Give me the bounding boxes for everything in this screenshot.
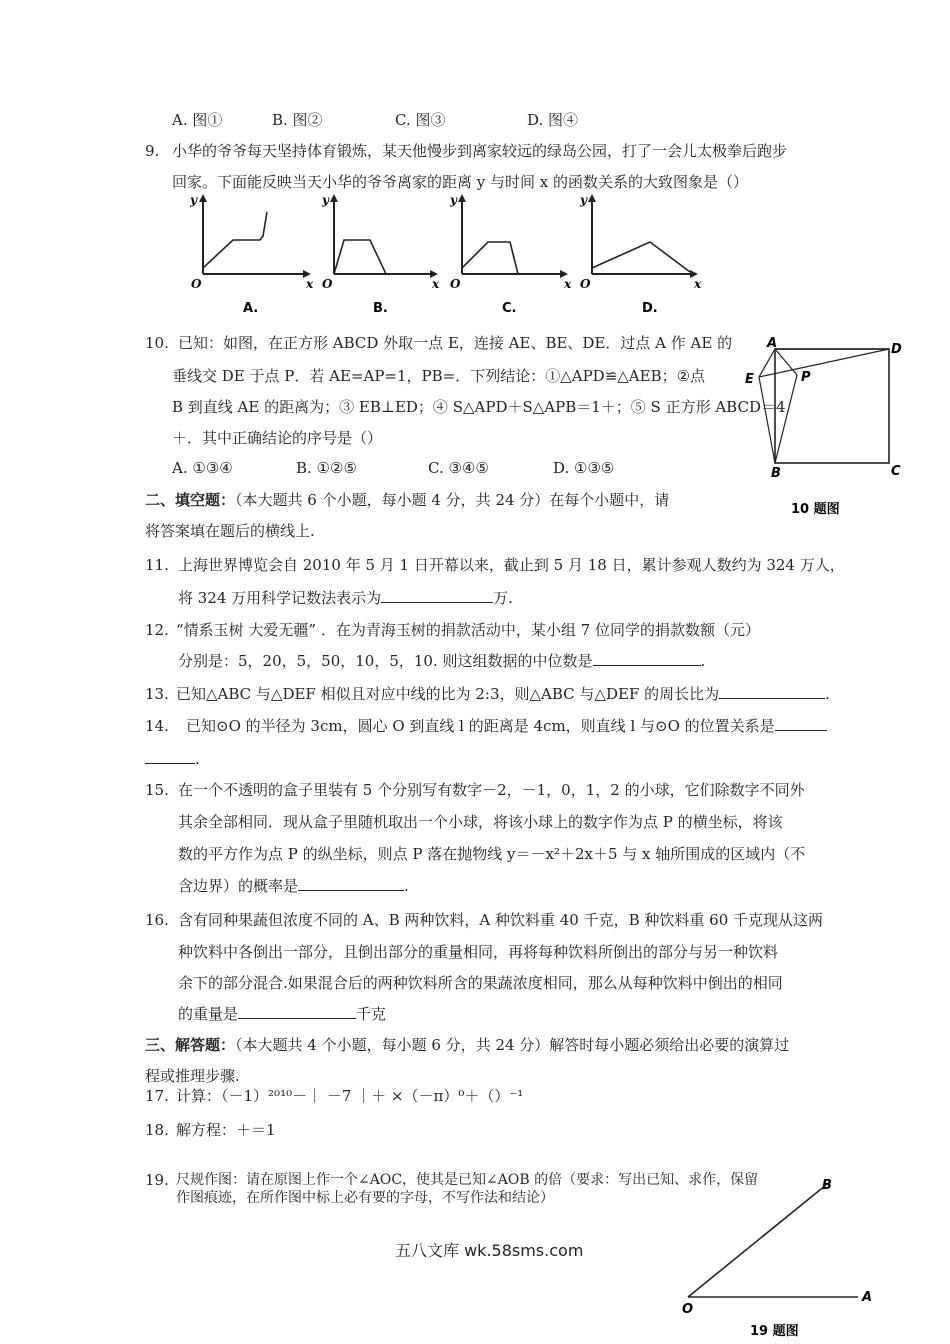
q13-answer-blank[interactable] xyxy=(719,684,825,699)
q9-graph-d-x-label: x xyxy=(694,277,702,291)
q11-line2-unit: 万. xyxy=(493,589,513,607)
q13-text: 已知△ABC 与△DEF 相似且对应中线的比为 2:3，则△ABC 与△DEF 的周长比为 xyxy=(176,685,720,703)
q10-option-b: B. ①②⑤ xyxy=(296,459,357,477)
q14-answer-blank-part2[interactable] xyxy=(145,749,195,764)
q13-line1 xyxy=(176,684,830,704)
q8-option-a: A. 图① xyxy=(172,111,223,129)
q17-text: 计算：（－1）²⁰¹⁰－｜ －7 ｜＋ ×（－π）⁰＋（）⁻¹ xyxy=(176,1087,524,1105)
q10-point-d: D xyxy=(891,342,902,357)
section2-line1 xyxy=(145,490,669,510)
q10-line4: ＋．其中正确结论的序号是（） xyxy=(172,429,383,447)
q15-line2: 其余全部相同．现从盒子里随机取出一个小球，将该小球上的数字作为点 P 的横坐标，将该 xyxy=(178,813,783,831)
q18-text: 解方程：＋＝1 xyxy=(176,1121,276,1139)
q12-line1: “情系玉树 大爱无疆” ．在为青海玉树的捐款活动中，某小组 7 位同学的捐款数额（元） xyxy=(176,621,760,639)
q15-answer-blank[interactable] xyxy=(298,876,404,891)
q11-line2 xyxy=(178,588,513,608)
q9-graph-c-y-label: y xyxy=(450,193,457,207)
q11-line1: 上海世界博览会自 2010 年 5 月 1 日开幕以来，截止到 5 月 18 日，累计参观人数约为 324 万人， xyxy=(178,556,845,574)
q16-line2: 种饮料中各倒出一部分，且倒出部分的重量相同，再将每种饮料所倒出的部分与另一种饮料 xyxy=(178,943,779,961)
q9-number: 9. xyxy=(145,142,160,160)
q9-graph-a xyxy=(185,192,314,317)
q9-graph-d xyxy=(578,192,708,317)
q10-number: 10. xyxy=(145,334,169,352)
q9-graph-b-label: B. xyxy=(373,301,388,316)
q10-point-e: E xyxy=(745,372,754,387)
q10-figure xyxy=(745,335,920,525)
q10-line3: B 到直线 AE 的距离为；③ EB⊥ED；④ S△APD＋S△APB＝1＋；⑤ S 正方形 ABCD＝4 xyxy=(172,398,786,416)
q19-line2: 作图痕迹，在所作图中标上必有要的字母，不写作法和结论） xyxy=(176,1190,554,1206)
q13-number: 13. xyxy=(145,685,169,703)
q9-graph-c-x-label: x xyxy=(564,277,572,291)
q14-number: 14. xyxy=(145,717,169,735)
q14-line1 xyxy=(186,716,827,736)
q16-unit: 千克 xyxy=(356,1005,387,1023)
q9-graph-a-origin: O xyxy=(191,277,202,291)
q16-line4 xyxy=(178,1004,386,1024)
q9-graph-a-x-label: x xyxy=(306,277,314,291)
section2-instructions: （本大题共 6 个小题，每小题 4 分，共 24 分）在每个小题中，请 xyxy=(235,491,670,509)
q14-answer-blank-part1[interactable] xyxy=(775,716,827,731)
q19-figure xyxy=(680,1175,880,1340)
q11-answer-blank[interactable] xyxy=(381,588,493,603)
q12-line2-text: 分别是：5，20，5，50，10，5，10. 则这组数据的中位数是 xyxy=(178,652,593,670)
q19-point-a: A xyxy=(862,1290,873,1305)
section3-instructions: （本大题共 4 个小题，每小题 6 分，共 24 分）解答时每小题必须给出必要的演算过 xyxy=(235,1036,790,1054)
q9-graph-c xyxy=(448,192,573,317)
section3-heading: 三、解答题： xyxy=(145,1036,236,1054)
q14-text: 已知⊙O 的半径为 3cm，圆心 O 到直线 l 的距离是 4cm，则直线 l 与⊙O 的位置关系是 xyxy=(186,717,775,735)
q9-graph-d-label: D. xyxy=(642,301,658,316)
q17-number: 17. xyxy=(145,1087,169,1105)
section3-line1 xyxy=(145,1035,789,1055)
q10-point-c: C xyxy=(891,464,901,479)
q8-option-c: C. 图③ xyxy=(395,111,446,129)
q9-graph-d-origin: O xyxy=(580,277,591,291)
q9-line2: 回家。下面能反映当天小华的爷爷离家的距离 y 与时间 x 的函数关系的大致图象是（） xyxy=(172,173,749,191)
q9-graph-b-x-label: x xyxy=(432,277,440,291)
section2-heading: 二、填空题： xyxy=(145,491,236,509)
q15-line1: 在一个不透明的盒子里装有 5 个分别写有数字－2，－1，0，1，2 的小球，它们除数字不同外 xyxy=(178,781,805,799)
q10-line1: 已知：如图，在正方形 ABCD 外取一点 E，连接 AE、BE、DE．过点 A 作 AE 的 xyxy=(178,334,733,352)
q10-point-p: P xyxy=(801,370,811,385)
q11-number: 11. xyxy=(145,556,169,574)
q15-line4-text: 含边界）的概率是 xyxy=(178,877,299,895)
q10-caption: 10 题图 xyxy=(791,502,840,517)
q9-graph-a-y-label: y xyxy=(190,193,197,207)
q12-answer-blank[interactable] xyxy=(593,651,701,666)
q19-caption: 19 题图 xyxy=(750,1324,799,1339)
q16-line3: 余下的部分混合.如果混合后的两种饮料所含的果蔬浓度相同，那么从每种饮料中倒出的相同 xyxy=(178,974,783,992)
q16-line1: 含有同种果蔬但浓度不同的 A、B 两种饮料，A 种饮料重 40 千克，B 种饮料重 60 千克现从这两 xyxy=(178,911,824,929)
q9-graph-c-origin: O xyxy=(450,277,461,291)
q10-option-a: A. ①③④ xyxy=(172,459,233,477)
q16-answer-blank[interactable] xyxy=(238,1004,356,1019)
q10-point-b: B xyxy=(771,466,781,481)
q8-option-b: B. 图② xyxy=(272,111,323,129)
q9-line1: 小华的爷爷每天坚持体育锻炼，某天他慢步到离家较远的绿岛公园，打了一会儿太极拳后跑步 xyxy=(172,142,788,160)
q14-line2 xyxy=(145,749,200,769)
q15-end: . xyxy=(404,877,409,895)
q8-option-d: D. 图④ xyxy=(527,111,579,129)
q12-number: 12. xyxy=(145,621,169,639)
q16-line4-text: 的重量是 xyxy=(178,1005,239,1023)
q9-graph-b-origin: O xyxy=(322,277,333,291)
q16-number: 16. xyxy=(145,911,169,929)
q19-line1: 尺规作图：请在原图上作一个∠AOC，使其是已知∠AOB 的倍（要求：写出已知、求作，保留 xyxy=(176,1172,759,1188)
q18-number: 18. xyxy=(145,1121,169,1139)
q10-option-c: C. ③④⑤ xyxy=(428,459,489,477)
q12-line2-end: . xyxy=(700,652,706,670)
q19-point-o: O xyxy=(682,1302,694,1317)
q9-graph-c-label: C. xyxy=(502,301,517,316)
q15-line3: 数的平方作为点 P 的纵坐标，则点 P 落在抛物线 y＝－x²＋2x＋5 与 x 轴所围成的区域内（不 xyxy=(178,845,806,863)
q9-graph-d-y-label: y xyxy=(580,193,587,207)
section2-line2: 将答案填在题后的横线上. xyxy=(145,522,315,540)
q14-end: . xyxy=(195,750,200,768)
q11-line2-text: 将 324 万用科学记数法表示为 xyxy=(178,589,382,607)
q10-point-a: A xyxy=(767,336,778,351)
q19-number: 19. xyxy=(145,1171,169,1189)
q9-graph-a-label: A. xyxy=(243,301,259,316)
q10-option-d: D. ①③⑤ xyxy=(553,459,615,477)
q19-point-b: B xyxy=(822,1178,832,1193)
footer-watermark: 五八文库 wk.58sms.com xyxy=(395,1241,584,1260)
q9-graph-b-y-label: y xyxy=(322,193,329,207)
q15-number: 15. xyxy=(145,781,169,799)
q9-graph-b xyxy=(318,192,438,317)
q13-end: . xyxy=(825,685,830,703)
q10-line2: 垂线交 DE 于点 P．若 AE=AP=1，PB=．下列结论：①△APD≌△AEB；②点 xyxy=(172,367,706,385)
q12-line2 xyxy=(178,651,705,671)
q15-line4 xyxy=(178,876,409,896)
section3-line2: 程或推理步骤. xyxy=(145,1067,240,1085)
